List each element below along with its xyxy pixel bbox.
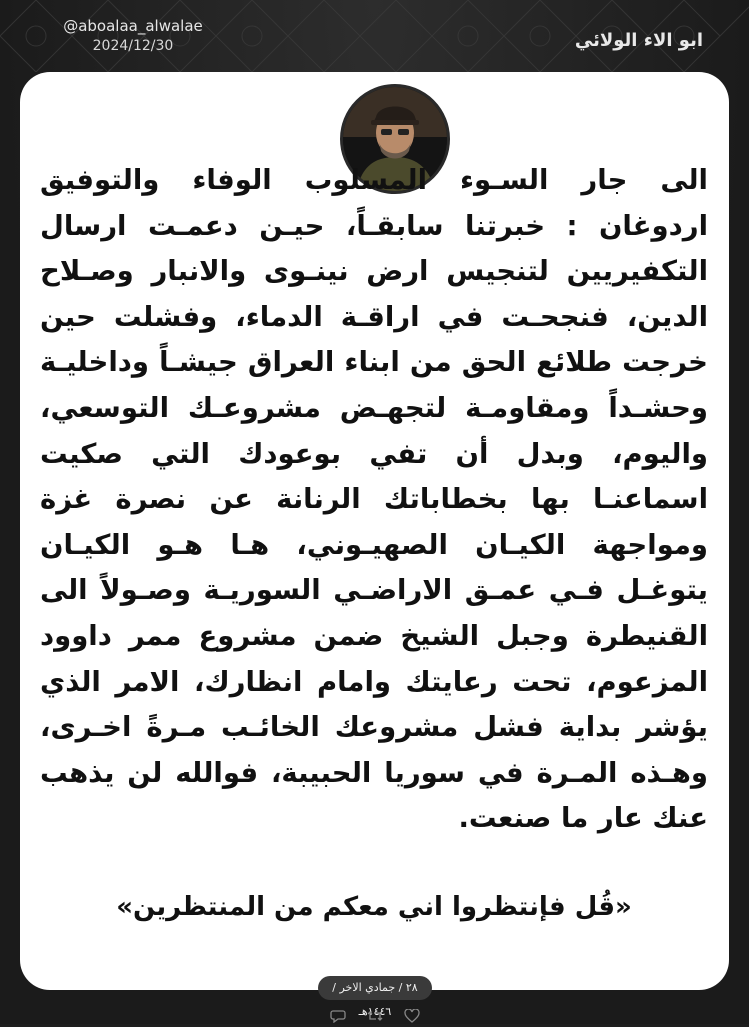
retweet-icon[interactable] [367,1008,383,1022]
post-quote: «قُل فإنتظروا اني معكم من المنتظرين» [116,892,632,922]
post-actions [330,1007,420,1023]
post-card [20,72,729,990]
author-name[interactable]: ابو الاء الولائي [574,30,703,51]
heart-icon[interactable] [404,1008,420,1022]
post-date: 2024/12/30 [92,38,174,54]
author-handle[interactable]: @aboalaa_alwalae [63,17,203,35]
post-body: الى جار السـوء المسلوب الوفاء والتوفيق اردوغان : خبرتنا سابقـاً، حيـن دعمـت ارسال التكفيريين لتنجيس ارض نينـوى والانبار وصـلاح الدين، فنجحـت في اراقـة الدماء، وفشلت حين خرجت طلائع الحق من ابناء العراق جيشـاً وداخليـة وحشـداً ومقاومـة لتجهـض مشروعـك التوسعي، واليوم، وبدل أن تفي بوعودك التي صكيت اسماعنـا بها بخطاباتك الرنانة عن نصرة غزة ومواجهة الكيـان الصهيـوني، هـا هـو الكيـان يتوغـل فـي عمـق الاراضـي السوريـة وصـولاً الى القنيطرة وجبل الشيخ ضمن مشروع ممر داوود المزعوم، تحت رعايتك وامام انظارك، الامر الذي يؤشر بداية فشل مشروعك الخائـب مـرةً اخـرى، وهـذه المـرة في سوريا الحبيبة، فوالله لن يذهب عنك عار ما صنعت. [40,164,708,835]
reply-icon[interactable] [330,1008,346,1022]
hijri-date-badge: ٢٨ / جمادي الاخر / ١٤٤٦هـ [318,976,432,1000]
author-handle-block [48,16,218,56]
